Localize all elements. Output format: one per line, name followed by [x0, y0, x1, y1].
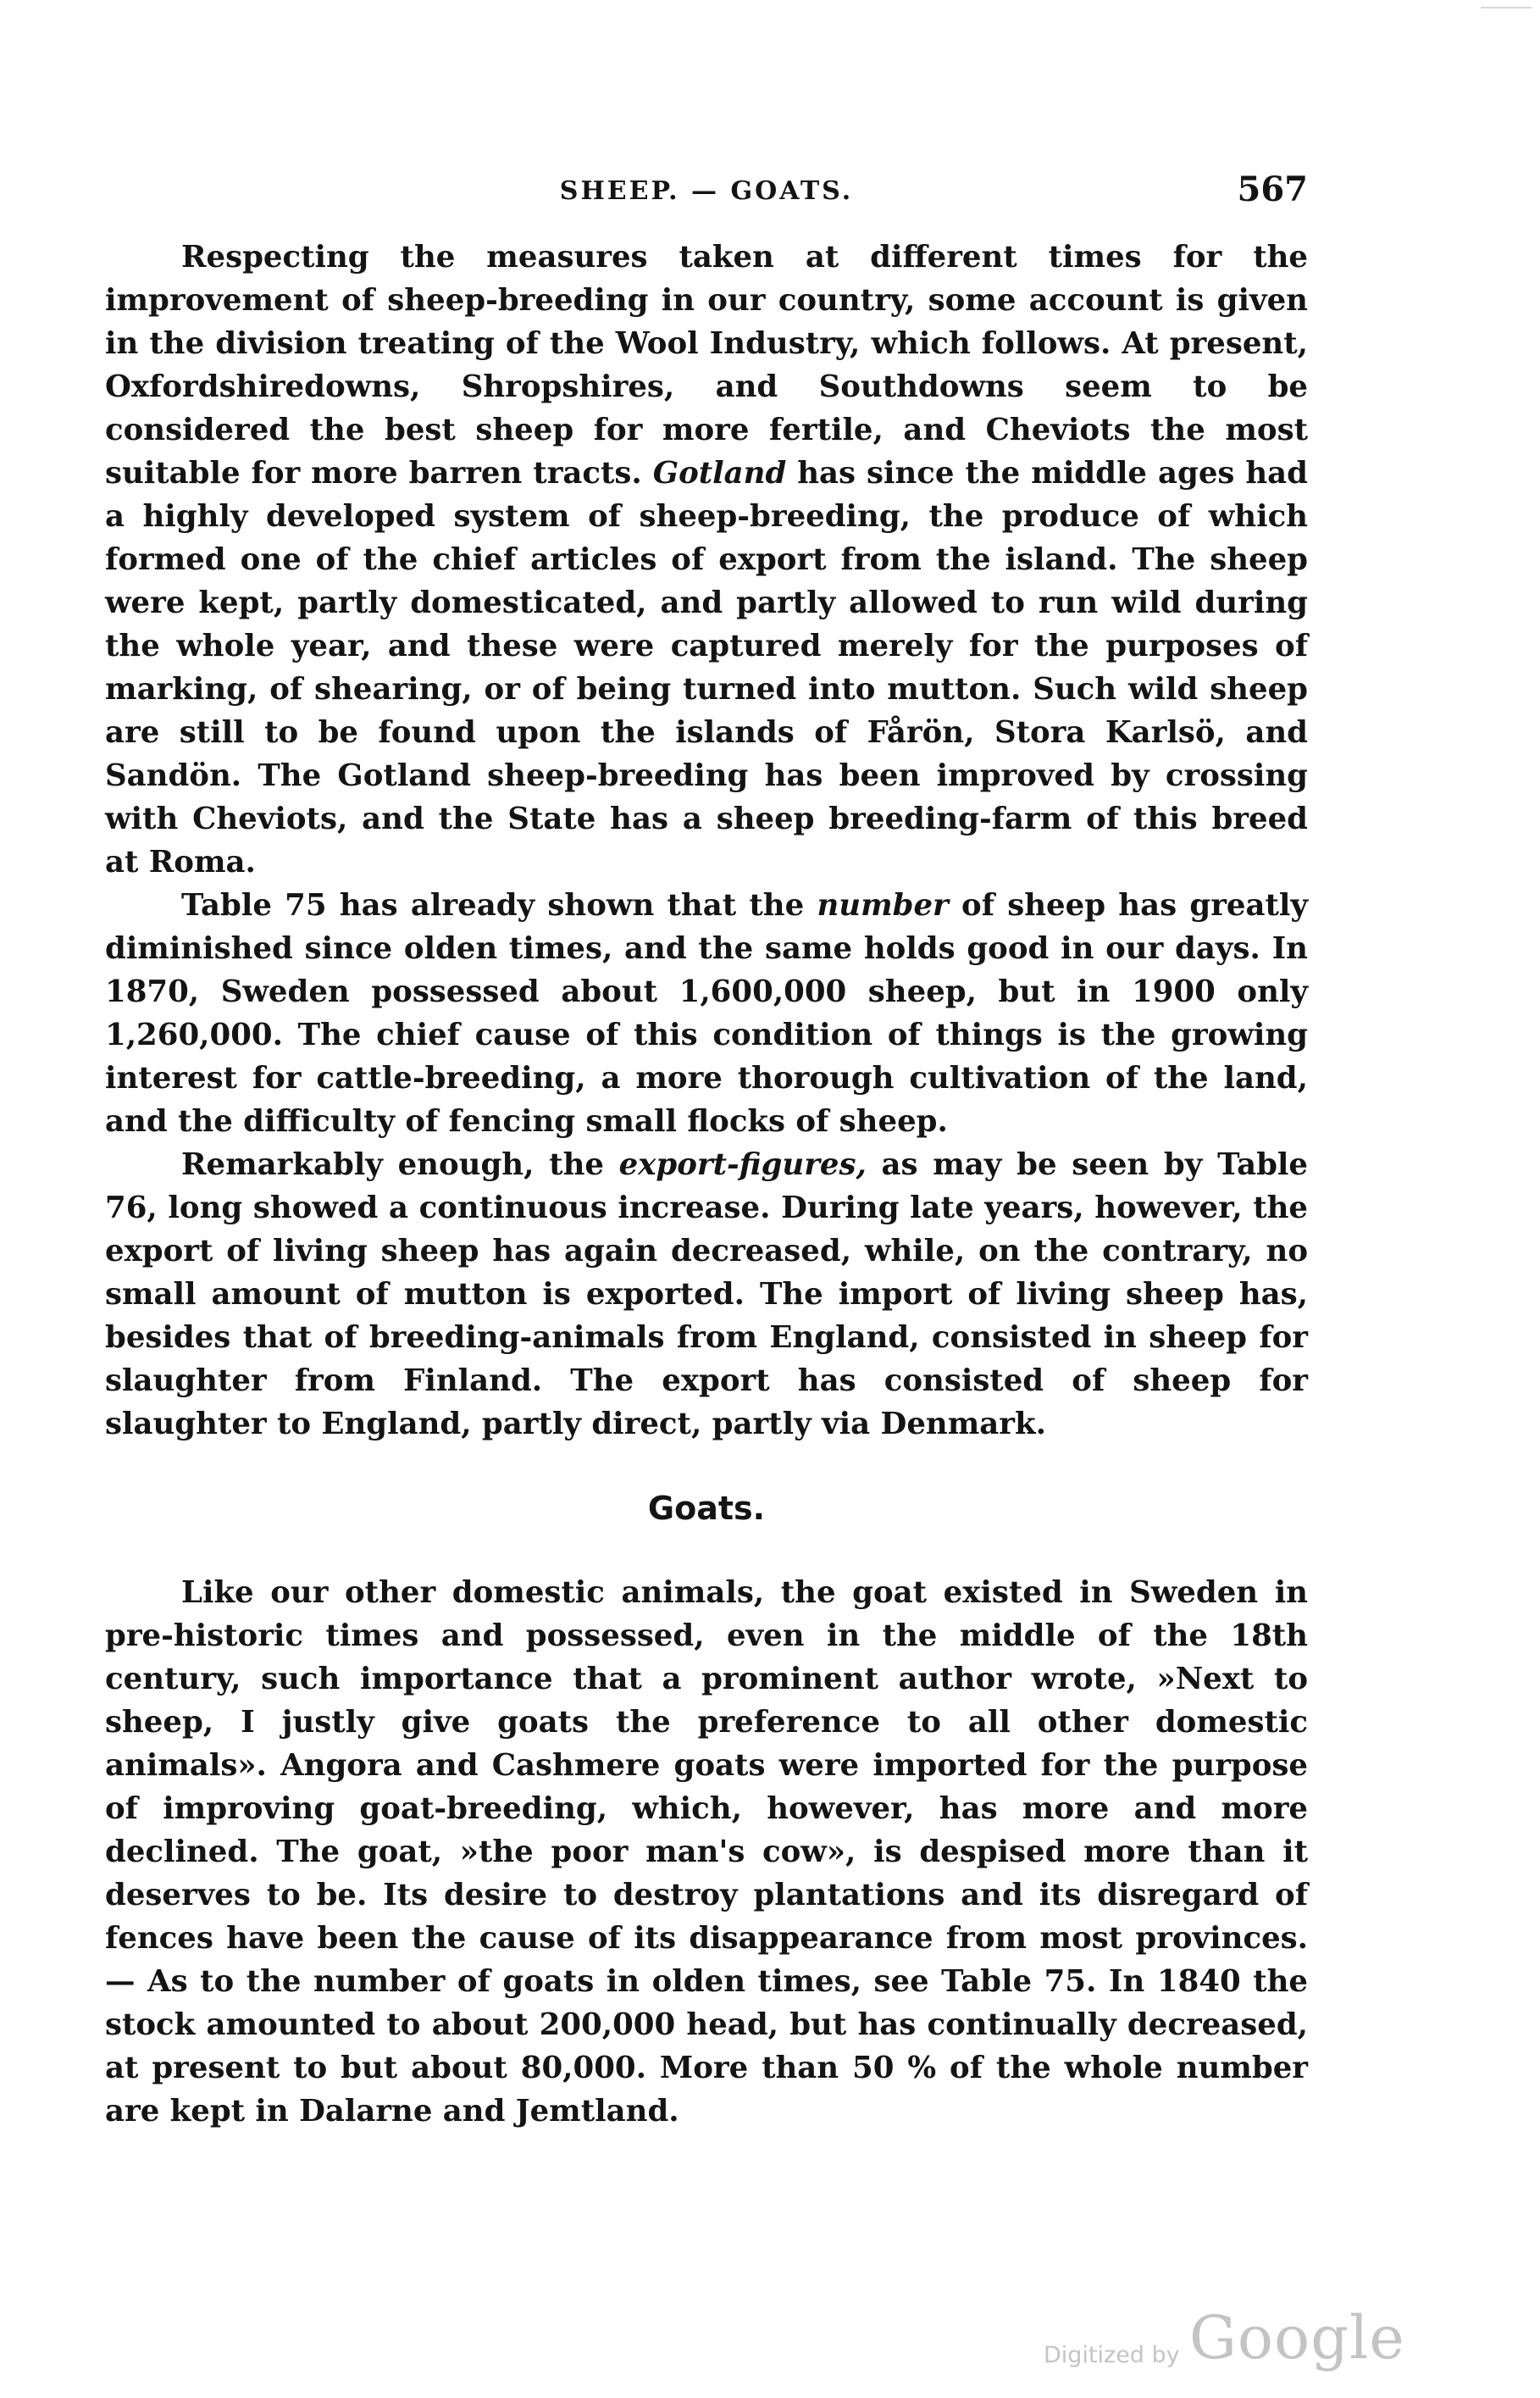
text-run: Like our other domestic animals, the goat existed in Sweden in pre-historic times and possessed, even in the middle of the 18th century, such importance that a prominent author wrote, »Next to sheep, I justly give goats the preference to all other domestic animals». Angora and Cashmere goats were imported for the purpose of improving goat-breeding, which, however, has more and more declined. The goat, »the poor man's cow», is despised more than it deserves to be. Its desire to destroy plantations and its disregard of fences have been the cause of its disappearance from most provinces. — As to the number of goats in olden times, see Table 75. In 1840 the stock amounted to about 200,000 head, but has continually decreased, at present to but about 80,000. More than 50 % of the whole number are kept in Dalarne and Jemtland.	[105, 1575, 1308, 2129]
text-run-italic: export-figures,	[618, 1147, 867, 1182]
text-run-italic: number	[817, 888, 949, 923]
watermark-logo: Google	[1189, 2303, 1405, 2373]
sheep-section-text	[105, 236, 1308, 1446]
text-run: as may be seen by Table 76, long showed a continuous increase. During late years, however, the export of living sheep has again decreased, while, on the contrary, no small amount of mutton is exported. The import of living sheep has, besides that of breeding-animals from England, consisted in sheep for slaughter from Finland. The export has consisted of sheep for slaughter to England, partly direct, partly via Denmark.	[105, 1147, 1308, 1441]
text-run: of sheep has greatly diminished since olden times, and the same holds good in our days. In 1870, Sweden possessed about 1,600,000 sheep, but in 1900 only 1,260,000. The chief cause of this condition of things is the growing interest for cattle-breeding, a more thorough cultivation of the land, and the difficulty of fencing small flocks of sheep.	[105, 888, 1308, 1139]
paragraph	[105, 1143, 1308, 1446]
text-run: Remarkably enough, the	[181, 1147, 619, 1182]
page-number: 567	[1237, 169, 1308, 209]
digitization-watermark	[1044, 2303, 1405, 2379]
scan-corner-mark	[1481, 7, 1532, 12]
section-heading-goats: Goats.	[647, 1490, 766, 1527]
paragraph	[105, 236, 1308, 884]
running-head	[105, 169, 1308, 220]
text-run-italic: Gotland	[652, 456, 787, 491]
watermark-prefix: Digitized by	[1044, 2342, 1180, 2368]
paragraph	[105, 884, 1308, 1143]
text-run: Table 75 has already shown that the	[181, 888, 817, 923]
goats-section-text	[105, 1571, 1308, 2133]
paragraph	[105, 1571, 1308, 2133]
running-title: SHEEP. — GOATS.	[559, 176, 854, 206]
text-run: Respecting the measures taken at different times for the improvement of sheep-breeding in our country, some account is given in the division treating of the Wool Industry, which follows. At present, Oxfordshiredowns, Shropshires, and Southdowns seem to be considered the best sheep for more fertile, and Cheviots the most suitable for more barren tracts.	[105, 240, 1308, 491]
text-run: has since the middle ages had a highly developed system of sheep-breeding, the produce of which formed one of the chief articles of export from the island. The sheep were kept, partly domesticated, and partly allowed to run wild during the whole year, and these were captured merely for the purposes of marking, of shearing, or of being turned into mutton. Such wild sheep are still to be found upon the islands of Fårön, Stora Karlsö, and Sandön. The Gotland sheep-breeding has been improved by crossing with Cheviots, and the State has a sheep breeding-farm of this breed at Roma.	[105, 456, 1309, 880]
